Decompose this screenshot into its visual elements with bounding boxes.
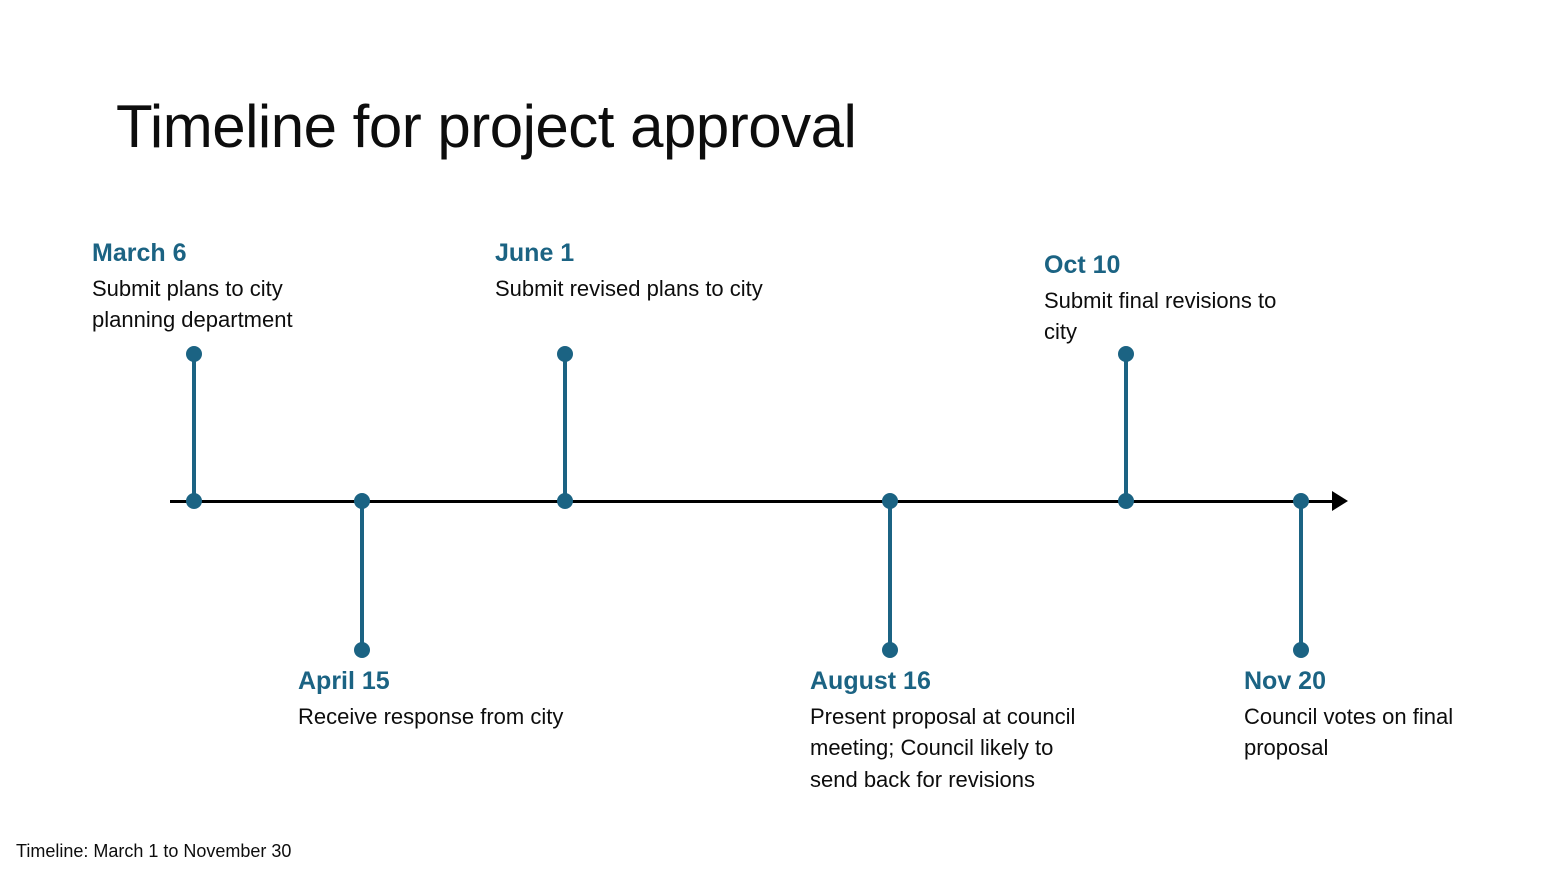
event-marker-dot [557, 346, 573, 362]
event-axis-dot [186, 493, 202, 509]
timeline-range-caption: Timeline: March 1 to November 30 [16, 841, 292, 861]
event-date: Oct 10 [1044, 251, 1121, 279]
event-label [1044, 250, 1314, 348]
event-stem [192, 360, 196, 502]
page-title: Timeline for project approval [116, 93, 857, 160]
event-label [1244, 666, 1504, 764]
event-stem [1124, 360, 1128, 502]
event-description: Submit plans to city planning department [92, 276, 293, 333]
event-label [495, 238, 765, 304]
event-axis-dot [882, 493, 898, 509]
event-axis-dot [557, 493, 573, 509]
event-marker-dot [354, 642, 370, 658]
event-description: Receive response from city [298, 704, 564, 730]
event-label [92, 238, 362, 336]
timeline-arrow-icon [1332, 491, 1348, 511]
event-stem [563, 360, 567, 502]
event-date: Nov 20 [1244, 667, 1326, 695]
event-date: March 6 [92, 239, 187, 267]
event-description: Submit revised plans to city [495, 276, 763, 302]
event-axis-dot [1118, 493, 1134, 509]
event-date: August 16 [810, 667, 931, 695]
event-marker-dot [1293, 642, 1309, 658]
event-date: April 15 [298, 667, 390, 695]
timeline-axis [170, 500, 1340, 503]
event-description: Council votes on final proposal [1244, 704, 1454, 761]
event-date: June 1 [495, 239, 575, 267]
event-marker-dot [882, 642, 898, 658]
event-stem [888, 500, 892, 655]
event-label [298, 666, 568, 732]
event-axis-dot [1293, 493, 1309, 509]
event-stem [360, 500, 364, 655]
event-description: Submit final revisions to city [1044, 288, 1277, 345]
event-axis-dot [354, 493, 370, 509]
event-marker-dot [1118, 346, 1134, 362]
event-description: Present proposal at council meeting; Council likely to send back for revisions [810, 704, 1076, 792]
event-label [810, 666, 1100, 795]
event-marker-dot [186, 346, 202, 362]
event-stem [1299, 500, 1303, 655]
